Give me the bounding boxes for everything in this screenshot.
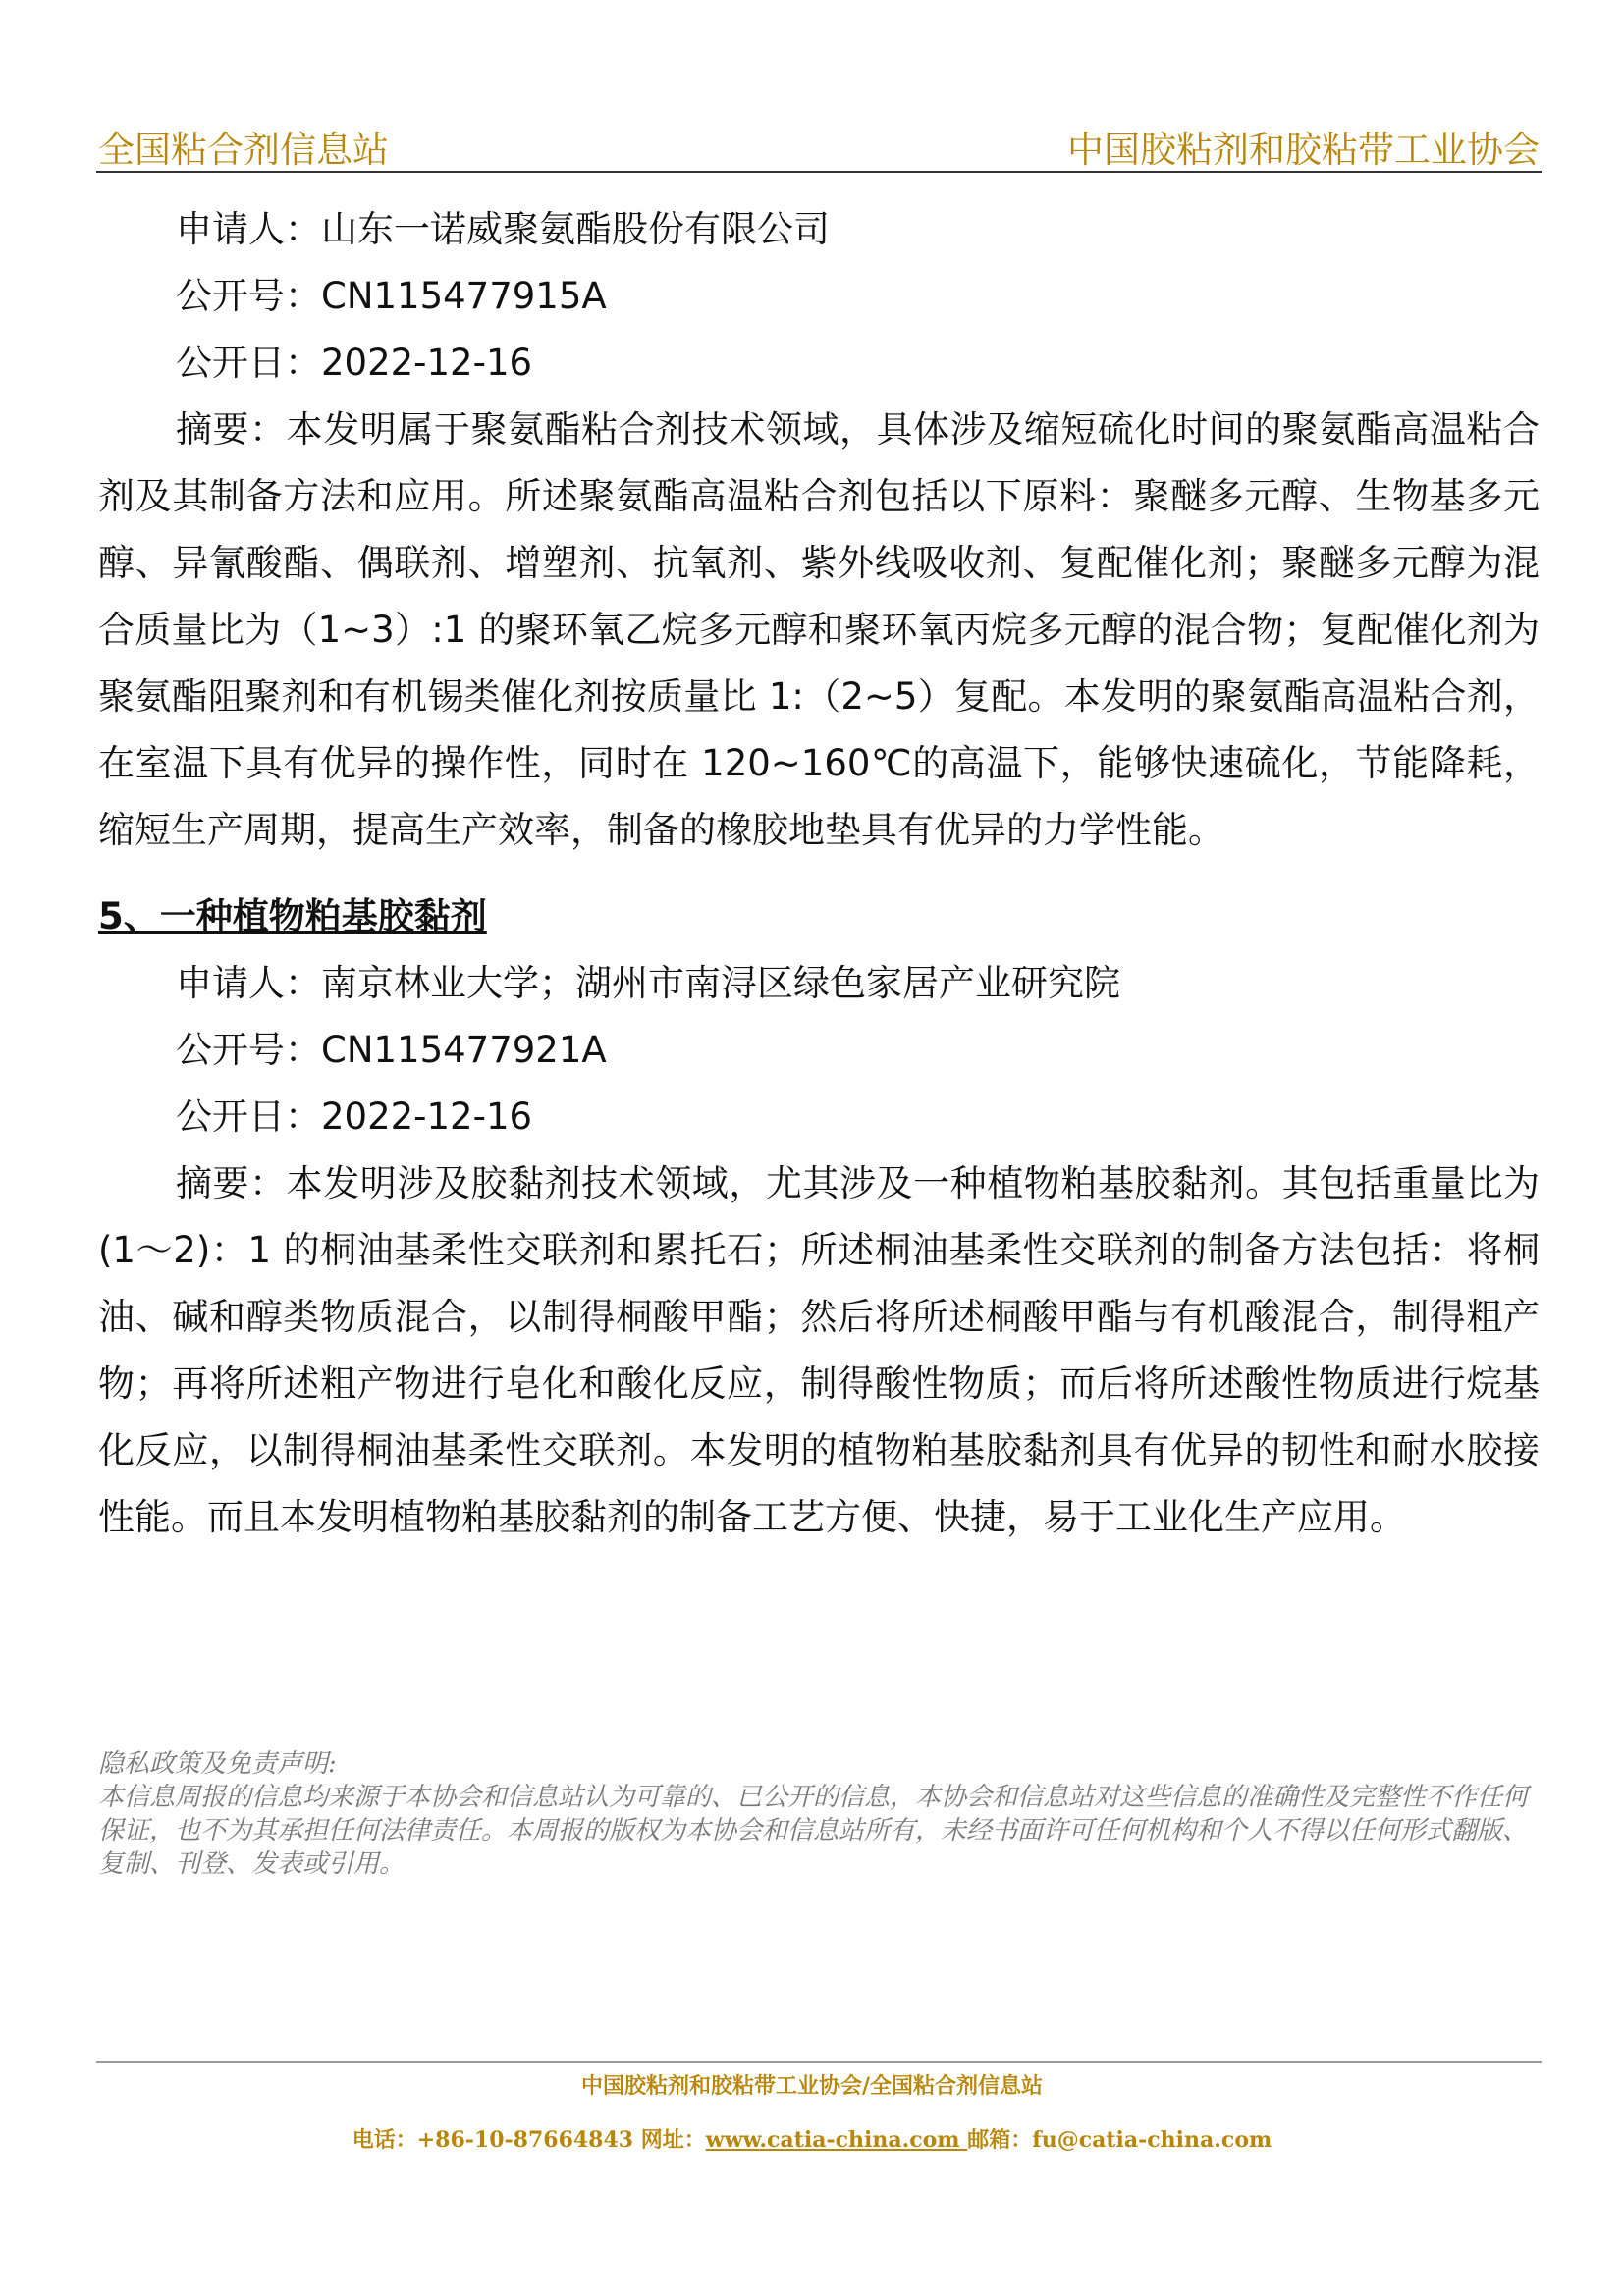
footer-organization: 中国胶粘剂和胶粘带工业协会/全国粘合剂信息站 <box>580 2073 1044 2099</box>
main-content <box>98 196 1540 1551</box>
header-left-title: 全国粘合剂信息站 <box>98 129 389 171</box>
disclaimer-title: 隐私政策及免责声明: <box>98 1749 337 1779</box>
entry5-applicant: 申请人：南京林业大学；湖州市南浔区绿色家居产业研究院 <box>176 962 1120 1004</box>
entry5-title: 5、一种植物粕基胶黏剂 <box>98 895 487 937</box>
entry4-applicant: 申请人：山东一诺威聚氨酯股份有限公司 <box>176 208 830 250</box>
footer-email: 邮箱：fu@catia-china.com <box>967 2127 1272 2153</box>
footer-phone: 电话：+86-10-87664843 网址： <box>352 2127 706 2153</box>
disclaimer-body: 本信息周报的信息均来源于本协会和信息站认为可靠的、已公开的信息，本协会和信息站对这些信息的准确性及完整性不作任何保证，也不为其承担任何法律责任。本周报的版权为本协会和信息站所有，未经书面许可任何机构和个人不得以任何形式翻版、复制、刊登、发表或引用。 <box>98 1783 1529 1879</box>
footer-contact <box>0 2123 1624 2154</box>
page-header <box>96 116 1542 173</box>
entry4-abstract: 摘要：本发明属于聚氨酯粘合剂技术领域，具体涉及缩短硫化时间的聚氨酯高温粘合剂及其制备方法和应用。所述聚氨酯高温粘合剂包括以下原料：聚醚多元醇、生物基多元醇、异氰酸酯、偶联剂、增塑剂、抗氧剂、紫外线吸收剂、复配催化剂；聚醚多元醇为混合质量比为（1~3）:1 的聚环氧乙烷多元醇和聚环氧丙烷多元醇的混合物；复配催化剂为聚氨酯阻聚剂和有机锡类催化剂按质量比 1:（2~5）复配。本发明的聚氨酯高温粘合剂，在室温下具有优异的操作性，同时在 120~160℃的高温下，能够快速硫化，节能降耗，缩短生产周期，提高生产效率，制备的橡胶地垫具有优异的力学性能。 <box>98 408 1540 851</box>
entry5-publication-date: 公开日：2022-12-16 <box>176 1095 533 1138</box>
entry5-abstract: 摘要：本发明涉及胶黏剂技术领域，尤其涉及一种植物粕基胶黏剂。其包括重量比为(1～2)：1 的桐油基柔性交联剂和累托石；所述桐油基柔性交联剂的制备方法包括：将桐油、碱和醇类物质混合，以制得桐酸甲酯；然后将所述桐酸甲酯与有机酸混合，制得粗产物；再将所述粗产物进行皂化和酸化反应，制得酸性物质；而后将所述酸性物质进行烷基化反应，以制得桐油基柔性交联剂。本发明的植物粕基胶黏剂具有优异的韧性和耐水胶接性能。而且本发明植物粕基胶黏剂的制备工艺方便、快捷，易于工业化生产应用。 <box>98 1162 1540 1538</box>
entry4-publication-date: 公开日：2022-12-16 <box>176 342 533 384</box>
header-right-title: 中国胶粘剂和胶粘带工业协会 <box>1067 129 1540 171</box>
footer-divider <box>96 2061 1542 2063</box>
entry4-publication-number: 公开号：CN115477915A <box>176 275 607 317</box>
entry5-publication-number: 公开号：CN115477921A <box>176 1029 607 1071</box>
footer-website-link[interactable]: www.catia-china.com <box>705 2127 968 2153</box>
disclaimer <box>98 1747 1540 1881</box>
